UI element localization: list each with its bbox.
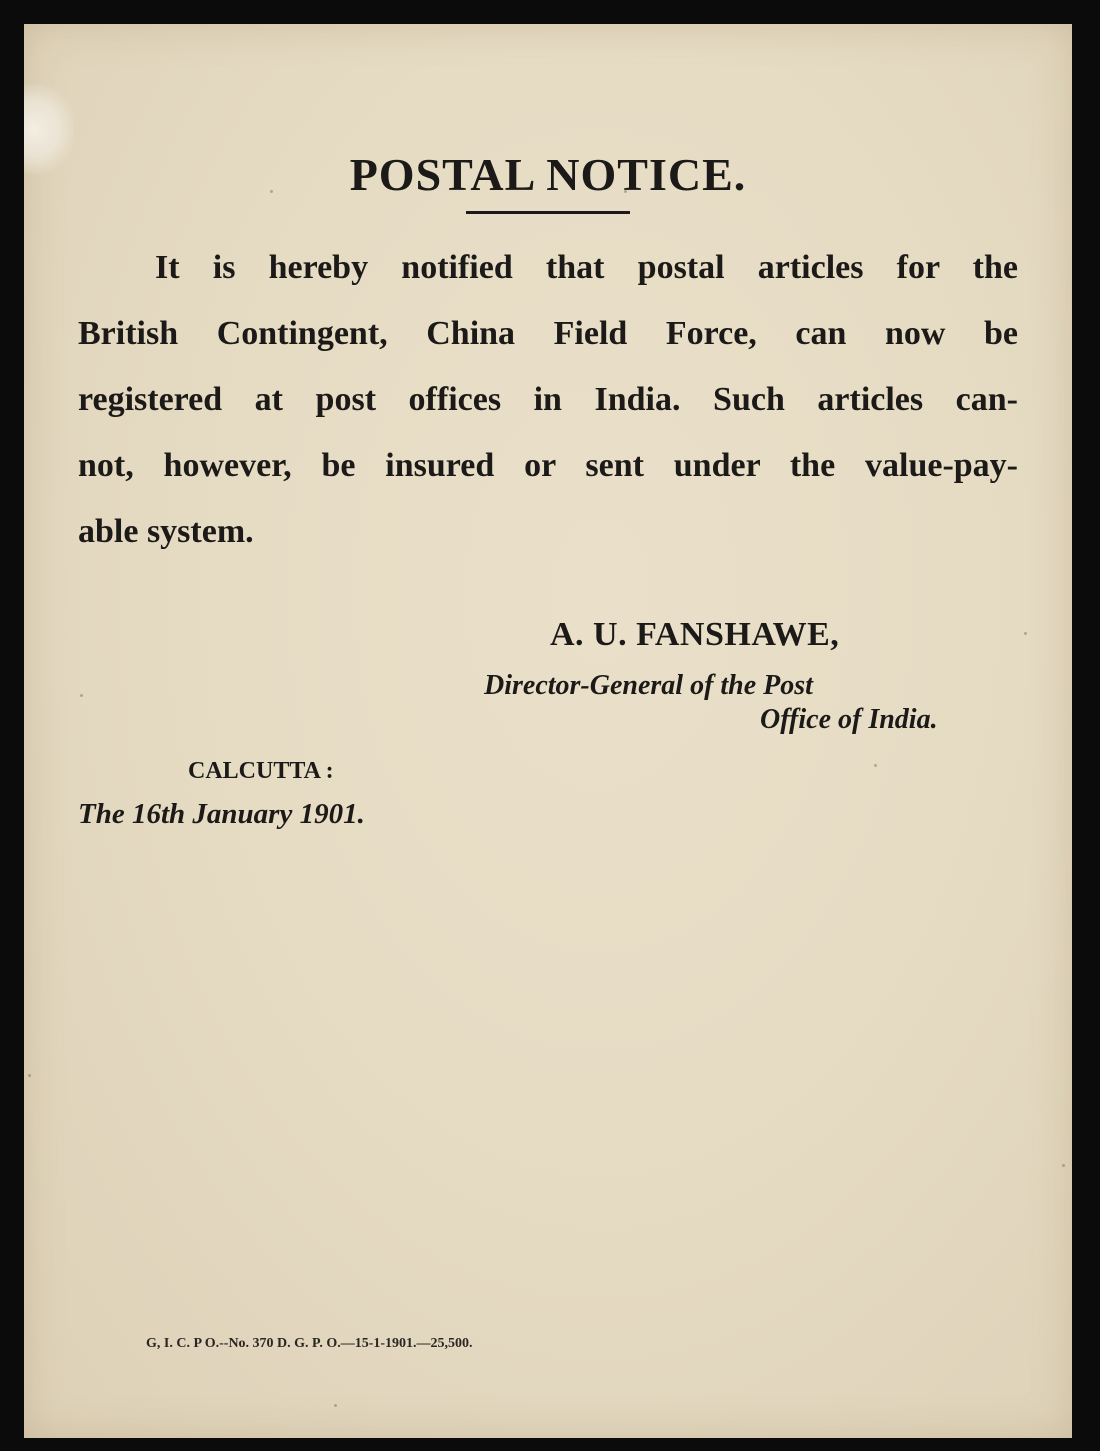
title-rule	[466, 211, 630, 214]
place-line: CALCUTTA :	[188, 758, 334, 784]
notice-sheet	[24, 24, 1072, 1438]
paper-speck	[874, 764, 877, 767]
paper-speck	[80, 694, 83, 697]
body-line-4: not, however, be insured or sent under the value-pay-	[78, 447, 1018, 484]
body-line-1: It is hereby notified that postal articles for the	[155, 249, 1018, 286]
body-line-2: British Contingent, China Field Force, can now be	[78, 315, 1018, 352]
body-line-5: able system.	[78, 513, 254, 550]
printer-imprint: G, I. C. P O.--No. 370 D. G. P. O.—15-1-1901.—25,500.	[146, 1336, 473, 1351]
date-line: The 16th January 1901.	[78, 798, 365, 830]
body-line-3: registered at post offices in India. Such articles can-	[78, 381, 1018, 418]
paper-speck	[1024, 632, 1027, 635]
signatory-name: A. U. FANSHAWE,	[550, 616, 840, 653]
signatory-designation-line-1: Director-General of the Post	[484, 670, 813, 701]
signatory-designation-line-2: Office of India.	[760, 704, 938, 735]
paper-speck	[1062, 1164, 1065, 1167]
paper-speck	[28, 1074, 31, 1077]
paper-speck	[334, 1404, 337, 1407]
notice-title: POSTAL NOTICE.	[349, 149, 747, 200]
